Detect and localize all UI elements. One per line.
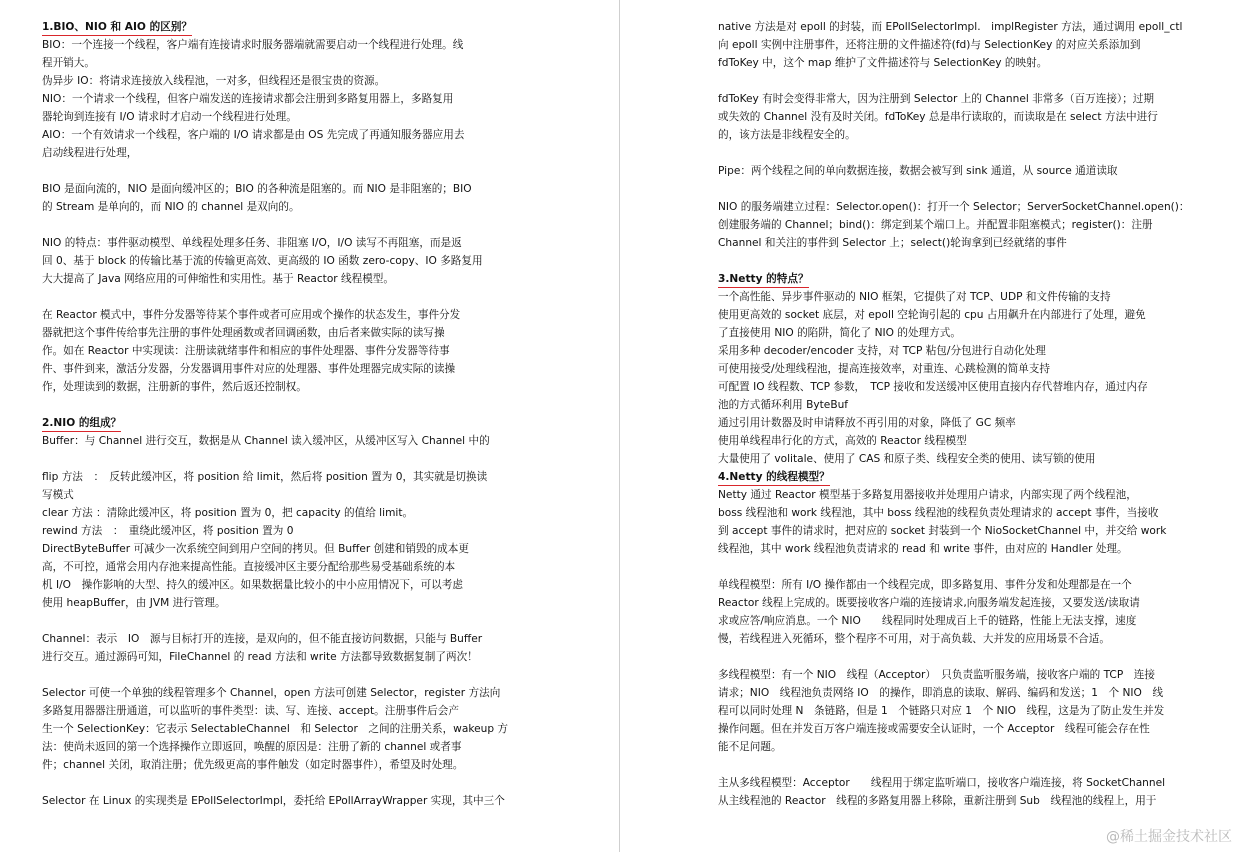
text-line: 作。如在 Reactor 中实现读：注册读就绪事件和相应的事件处理器、事件分发器等待事 [42,345,450,357]
section-heading: 1.BIO、NIO 和 AIO 的区别？ [42,19,192,36]
paragraph [42,90,520,126]
paragraph [42,504,520,522]
paragraph [42,36,520,72]
text-line: flip 方法 ： 反转此缓冲区，将 position 给 limit，然后将 position 置为 0，其实就是切换读 [42,471,488,483]
text-line: 件；channel 关闭，取消注册；优先级更高的事件触发（如定时器事件），希望及时处理。 [42,759,464,771]
text-line: 池的方式循环利用 ByteBuf [718,399,849,411]
text-line: 的 Stream 是单向的，而 NIO 的 channel 是双向的。 [42,201,300,213]
text-line: Selector 可使一个单独的线程管理多个 Channel，open 方法可创建 Selector，register 方法向 [42,687,501,699]
text-line: NIO 的特点：事件驱动模型、单线程处理多任务、非阻塞 I/O，I/O 读写不再阻塞，而是返 [42,237,462,249]
text-line: 从主线程池的 Reactor 线程的多路复用器上移除，重新注册到 Sub 线程池的线程上，用于 [718,795,1157,807]
text-line: 线程池，其中 work 线程池负责请求的 read 和 write 事件，由对应的 Handler 处理。 [718,543,1128,555]
paragraph [42,180,520,216]
text-line: DirectByteBuffer 可减少一次系统空间到用户空间的拷贝。但 Buffer 创建和销毁的成本更 [42,543,469,555]
text-line: Netty 通过 Reactor 模型基于多路复用器接收并处理用户请求，内部实现了两个线程池， [718,489,1137,501]
text-line: 使用 heapBuffer，由 JVM 进行管理。 [42,597,226,609]
text-line: Reactor 线程上完成的。既要接收客户端的连接请求,向服务端发起连接，又要发送/读取请 [718,597,1140,609]
text-line: 或失效的 Channel 没有及时关闭。fdToKey 总是串行读取的，而读取是在 select 方法中进行 [718,111,1158,123]
section-heading: 2.NIO 的组成？ [42,415,121,432]
text-line: Selector 在 Linux 的实现类是 EPollSelectorImpl，委托给 EPollArrayWrapper 实现，其中三个 [42,795,505,807]
paragraph [718,486,1190,558]
text-line: BIO 是面向流的，NIO 是面向缓冲区的；BIO 的各种流是阻塞的。而 NIO 是非阻塞的；BIO [42,183,472,195]
text-line: 高，不可控，通常会用内存池来提高性能。直接缓冲区主要分配给那些易受基础系统的本 [42,561,456,573]
text-line: 一个高性能、异步事件驱动的 NIO 框架，它提供了对 TCP、UDP 和文件传输的支持 [718,291,1111,303]
paragraph [718,288,1190,468]
text-line: fdToKey 中，这个 map 维护了文件描述符与 SelectionKey 的映射。 [718,57,1048,69]
text-line: 主从多线程模型：Acceptor 线程用于绑定监听端口，接收客户端连接，将 SocketChannel [718,777,1166,789]
text-line: 作，处理读到的数据，注册新的事件，然后返还控制权。 [42,381,307,393]
text-line: Buffer：与 Channel 进行交互，数据是从 Channel 读入缓冲区，从缓冲区写入 Channel 中的 [42,435,490,447]
section-heading-wrap [42,414,520,432]
text-line: clear 方法 ：清除此缓冲区，将 position 置为 0，把 capacity 的值给 limit。 [42,507,414,519]
paragraph [718,666,1190,756]
text-line: fdToKey 有时会变得非常大，因为注册到 Selector 上的 Channel 非常多（百万连接）；过期 [718,93,1154,105]
text-line: 器轮询到连接有 I/O 请求时才启动一个线程进行处理。 [42,111,297,123]
text-line: 机 I/O 操作影响的大型、持久的缓冲区。如果数据量比较小的中小应用情况下，可以考虑 [42,579,463,591]
text-line: 器就把这个事件传给事先注册的事件处理函数或者回调函数，由后者来做实际的读写操 [42,327,445,339]
paragraph [42,792,520,810]
text-line: 向 epoll 实例中注册事件，还将注册的文件描述符(fd)与 SelectionKey 的对应关系添加到 [718,39,1141,51]
section-heading: 4.Netty 的线程模型？ [718,469,830,486]
paragraph [42,234,520,288]
text-line: 生一个 SelectionKey：它表示 SelectableChannel 和 Selector 之间的注册关系，wakeup 方 [42,723,509,735]
text-line: boss 线程池和 work 线程池，其中 boss 线程池的线程负责处理请求的 accept 事件，当接收 [718,507,1159,519]
right-page-content [718,18,1190,810]
text-line: Channel 和关注的事件到 Selector 上；select()轮询拿到已经就绪的事件 [718,237,1067,249]
text-line: 通过引用计数器及时申请释放不再引用的对象，降低了 GC 频率 [718,417,1016,429]
paragraph [718,576,1190,648]
text-line: 的，该方法是非线程安全的。 [718,129,856,141]
text-line: 可配置 IO 线程数、TCP 参数， TCP 接收和发送缓冲区使用直接内存代替堆内存，通过内存 [718,381,1148,393]
text-line: 大大提高了 Java 网络应用的可伸缩性和实用性。基于 Reactor 线程模型。 [42,273,394,285]
text-line: 大量使用了 volitale、使用了 CAS 和原子类、线程安全类的使用、读写锁的使用 [718,453,1096,465]
text-line: 写模式 [42,489,74,501]
paragraph [42,72,520,90]
section-heading-wrap [718,468,1190,486]
text-line: 进行交互。通过源码可知，FileChannel 的 read 方法和 write 方法都导致数据复制了两次！ [42,651,478,663]
paragraph [42,126,520,162]
text-line: 多线程模型：有一个 NIO 线程（Acceptor） 只负责监听服务端，接收客户端的 TCP 连接 [718,669,1155,681]
text-line: 启动线程进行处理， [42,147,138,159]
paragraph [42,522,520,540]
text-line: 法：使尚未返回的第一个选择操作立即返回，唤醒的原因是：注册了新的 channel 或者事 [42,741,462,753]
text-line: 操作问题。但在并发百万客户端连接或需要安全认证时，一个 Acceptor 线程可能会存在性 [718,723,1150,735]
text-line: 慢，若线程进入死循环，整个程序不可用，对于高负载、大并发的应用场景不合适。 [718,633,1110,645]
paragraph [42,432,520,450]
paragraph [718,774,1190,810]
text-line: AIO：一个有效请求一个线程，客户端的 I/O 请求都是由 OS 先完成了再通知服务器应用去 [42,129,465,141]
text-line: 多路复用器器注册通道，可以监听的事件类型：读、写、连接、accept。注册事件后会产 [42,705,459,717]
text-line: NIO：一个请求一个线程，但客户端发送的连接请求都会注册到多路复用器上，多路复用 [42,93,454,105]
text-line: 程可以同时处理 N 条链路，但是 1 个链路只对应 1 个 NIO 线程，这是为了防止发生并发 [718,705,1165,717]
text-line: Pipe：两个线程之间的单向数据连接，数据会被写到 sink 通道，从 source 通道读取 [718,165,1118,177]
text-line: 程开销大。 [42,57,95,69]
right-page [620,0,1240,852]
paragraph [42,540,520,612]
text-line: 在 Reactor 模式中，事件分发器等待某个事件或者可应用或个操作的状态发生，事件分发 [42,309,461,321]
text-line: rewind 方法 ： 重绕此缓冲区，将 position 置为 0 [42,525,294,537]
text-line: Channel：表示 IO 源与目标打开的连接，是双向的，但不能直接访问数据，只能与 Buffer [42,633,483,645]
text-line: NIO 的服务端建立过程：Selector.open()：打开一个 Selector；ServerSocketChannel.open()： [718,201,1190,213]
text-line: 可使用接受/处理线程池，提高连接效率，对重连、心跳检测的简单支持 [718,363,1050,375]
paragraph [42,468,520,504]
text-line: 求或应答/响应消息。一个 NIO 线程同时处理成百上千的链路，性能上无法支撑，速度 [718,615,1137,627]
watermark: @稀土掘金技术社区 [1106,829,1232,845]
text-line: 回 0、基于 block 的传输比基于流的传输更高效、更高级的 IO 函数 zero-copy、IO 多路复用 [42,255,483,267]
section-heading: 3.Netty 的特点？ [718,271,809,288]
text-line: 使用单线程串行化的方式，高效的 Reactor 线程模型 [718,435,967,447]
text-line: 单线程模型：所有 I/O 操作都由一个线程完成，即多路复用、事件分发和处理都是在一个 [718,579,1132,591]
paragraph [718,162,1190,180]
text-line: 请求；NIO 线程池负责网络 IO 的操作，即消息的读取、解码、编码和发送；1 个 NIO 线 [718,687,1164,699]
paragraph [718,18,1190,72]
section-heading-wrap [718,270,1190,288]
text-line: BIO：一个连接一个线程，客户端有连接请求时服务器端就需要启动一个线程进行处理。线 [42,39,464,51]
text-line: 能不足问题。 [718,741,782,753]
text-line: 了直接使用 NIO 的陷阱，简化了 NIO 的处理方式。 [718,327,961,339]
paragraph [42,684,520,774]
paragraph [718,90,1190,144]
text-line: 伪异步 IO：将请求连接放入线程池，一对多，但线程还是很宝贵的资源。 [42,75,386,87]
text-line: 到 accept 事件的请求时，把对应的 socket 封装到一个 NioSocketChannel 中，并交给 work [718,525,1167,537]
text-line: 采用多种 decoder/encoder 支持，对 TCP 粘包/分包进行自动化处理 [718,345,1046,357]
paragraph [718,198,1190,252]
paragraph [42,630,520,666]
section-heading-wrap [42,18,520,36]
left-page-content [42,18,520,810]
text-line: 创建服务端的 Channel；bind()：绑定到某个端口上。并配置非阻塞模式；register()：注册 [718,219,1153,231]
paragraph [42,306,520,396]
text-line: 使用更高效的 socket 底层，对 epoll 空轮询引起的 cpu 占用飙升在内部进行了处理，避免 [718,309,1146,321]
text-line: native 方法是对 epoll 的封装，而 EPollSelectorImpl. implRegister 方法，通过调用 epoll_ctl [718,21,1183,33]
text-line: 件、事件到来，激活分发器，分发器调用事件对应的处理器、事件处理器完成实际的读操 [42,363,456,375]
